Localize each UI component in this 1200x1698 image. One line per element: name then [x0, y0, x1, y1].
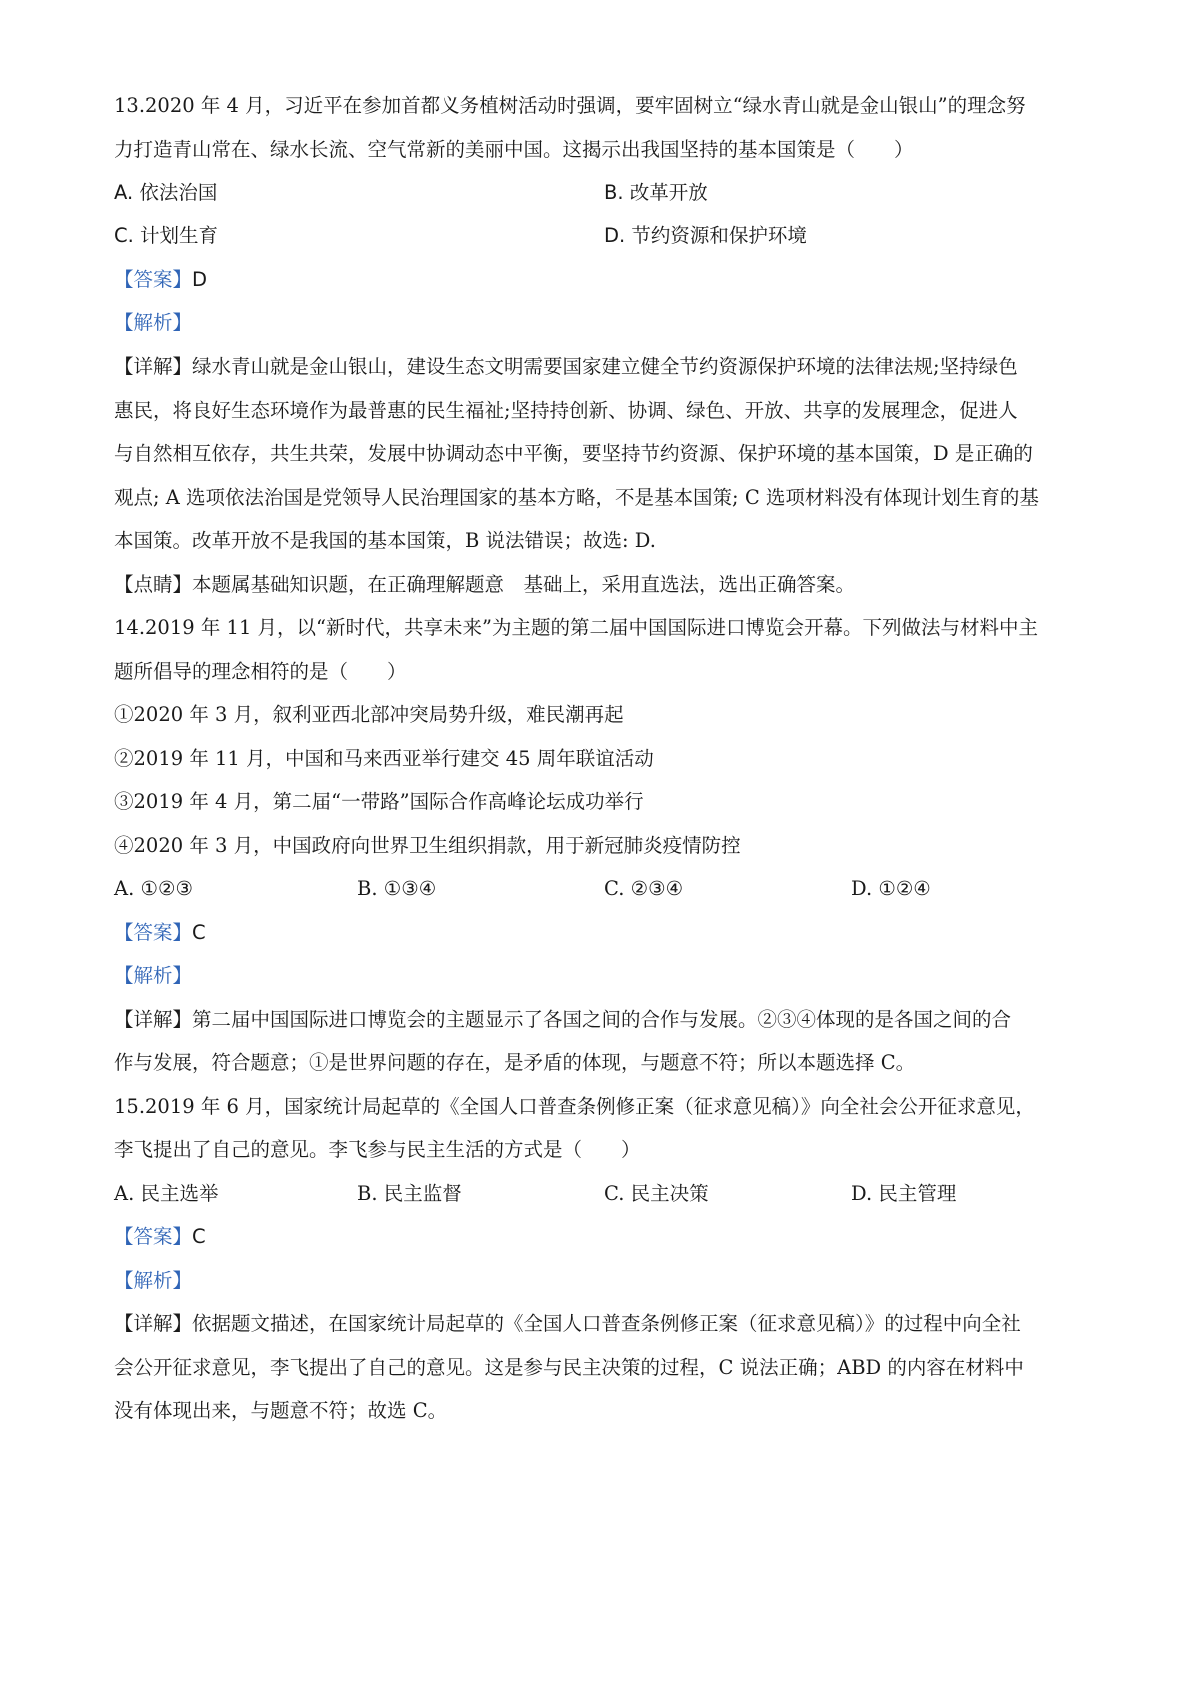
q14-detail-line-1 [114, 1005, 1104, 1035]
answer-label: 答案 [133, 268, 173, 291]
q14-detail-line-2: 作与发展，符合题意；①是世界问题的存在，是矛盾的体现，与题意不符；所以本题选择 C。 [114, 1051, 916, 1074]
label-open: 【 [114, 921, 134, 944]
q15-detail-line-3: 没有体现出来，与题意不符；故选 C。 [114, 1399, 448, 1422]
q13-detail-line-4: 观点; A 选项依法治国是党领导人民治理国家的基本方略，不是基本国策; C 选项材料没有体现计划生育的基 [114, 486, 1039, 509]
label-open: 【 [114, 573, 134, 596]
label-close: 】 [172, 1008, 193, 1031]
q13-detail-line-1 [114, 352, 1104, 382]
q15-stem-line-2: 李飞提出了自己的意见。李飞参与民主生活的方式是（ ） [114, 1138, 641, 1161]
q14-item-3: ③2019 年 4 月，第二届“一带路”国际合作高峰论坛成功举行 [114, 790, 644, 813]
answer-label: 答案 [133, 921, 173, 944]
q13-stem-line-1: 13.2020 年 4 月，习近平在参加首都义务植树活动时强调，要牢固树立“绿水青山就是金山银山”的理念努 [114, 94, 1026, 117]
label-open: 【 [114, 1008, 134, 1031]
q14-stem-line-2: 题所倡导的理念相符的是（ ） [114, 660, 407, 683]
q14-option-c: C. ②③④ [604, 877, 684, 900]
label-close: 】 [172, 1225, 193, 1248]
q14-option-d: D. ①②④ [851, 877, 931, 900]
comment-label: 点睛 [133, 573, 173, 596]
q13-option-c: C. 计划生育 [114, 224, 219, 247]
detail-label: 详解 [133, 355, 173, 378]
label-close: 】 [172, 1312, 193, 1335]
label-close: 】 [172, 573, 193, 596]
label-close: 】 [172, 268, 193, 291]
label-open: 【 [114, 964, 134, 987]
analysis-label: 解析 [133, 964, 173, 987]
q15-option-d: D. 民主管理 [851, 1182, 957, 1205]
q14-answer [114, 918, 1104, 948]
label-close: 】 [172, 311, 193, 334]
q14-answer-value: C [192, 921, 206, 944]
q15-option-a: A. 民主选举 [114, 1182, 219, 1205]
q14-item-4: ④2020 年 3 月，中国政府向世界卫生组织捐款，用于新冠肺炎疫情防控 [114, 834, 741, 857]
q14-item-2: ②2019 年 11 月，中国和马来西亚举行建交 45 周年联谊活动 [114, 747, 654, 770]
label-close: 】 [172, 355, 193, 378]
q13-answer-value: D [192, 268, 208, 291]
q13-answer [114, 265, 1104, 295]
q15-detail-line-2: 会公开征求意见，李飞提出了自己的意见。这是参与民主决策的过程，C 说法正确；ABD 的内容在材料中 [114, 1356, 1024, 1379]
q14-option-a: A. ①②③ [114, 877, 193, 900]
label-open: 【 [114, 1312, 134, 1335]
analysis-label: 解析 [133, 311, 173, 334]
detail-label: 详解 [133, 1008, 173, 1031]
q13-analysis [114, 308, 1104, 338]
q15-answer-value: C [192, 1225, 206, 1248]
q14-analysis [114, 961, 1104, 991]
q13-detail-line-3: 与自然相互依存，共生共荣，发展中协调动态中平衡，要坚持节约资源、保护环境的基本国策，D 是正确的 [114, 442, 1033, 465]
label-close: 】 [172, 964, 193, 987]
label-open: 【 [114, 268, 134, 291]
q13-option-b: B. 改革开放 [604, 181, 708, 204]
q13-option-a: A. 依法治国 [114, 181, 218, 204]
q15-detail-line-1 [114, 1309, 1104, 1339]
q15-detail-text: 依据题文描述，在国家统计局起草的《全国人口普查条例修正案（征求意见稿）》的过程中向全社 [192, 1312, 1021, 1335]
q13-comment [114, 570, 1104, 600]
label-open: 【 [114, 311, 134, 334]
q13-detail-text: 绿水青山就是金山银山，建设生态文明需要国家建立健全节约资源保护环境的法律法规;坚持绿色 [192, 355, 1018, 378]
q13-detail-line-2: 惠民，将良好生态环境作为最普惠的民生福祉;坚持持创新、协调、绿色、开放、共享的发展理念，促进人 [114, 399, 1018, 422]
q13-option-d: D. 节约资源和保护环境 [604, 224, 807, 247]
label-close: 】 [172, 1269, 193, 1292]
label-close: 】 [172, 921, 193, 944]
q13-comment-text: 本题属基础知识题，在正确理解题意 基础上，采用直选法，选出正确答案。 [192, 573, 856, 596]
q13-detail-line-5: 本国策。改革开放不是我国的基本国策，B 说法错误；故选: D. [114, 529, 656, 552]
q15-option-c: C. 民主决策 [604, 1182, 709, 1205]
q15-stem-line-1: 15.2019 年 6 月，国家统计局起草的《全国人口普查条例修正案（征求意见稿）》向全社会公开征求意见， [114, 1095, 1035, 1118]
q13-stem-line-2: 力打造青山常在、绿水长流、空气常新的美丽中国。这揭示出我国坚持的基本国策是（ ） [114, 138, 914, 161]
detail-label: 详解 [133, 1312, 173, 1335]
analysis-label: 解析 [133, 1269, 173, 1292]
answer-label: 答案 [133, 1225, 173, 1248]
q14-detail-text: 第二届中国国际进口博览会的主题显示了各国之间的合作与发展。②③④体现的是各国之间的合 [192, 1008, 1012, 1031]
q14-item-1: ①2020 年 3 月，叙利亚西北部冲突局势升级，难民潮再起 [114, 703, 624, 726]
label-open: 【 [114, 1225, 134, 1248]
q15-option-b: B. 民主监督 [357, 1182, 462, 1205]
q14-stem-line-1: 14.2019 年 11 月，以“新时代，共享未来”为主题的第二届中国国际进口博览会开幕。下列做法与材料中主 [114, 616, 1038, 639]
q15-answer [114, 1222, 1104, 1252]
label-open: 【 [114, 355, 134, 378]
label-open: 【 [114, 1269, 134, 1292]
q14-option-b: B. ①③④ [357, 877, 437, 900]
q15-analysis [114, 1266, 1104, 1296]
